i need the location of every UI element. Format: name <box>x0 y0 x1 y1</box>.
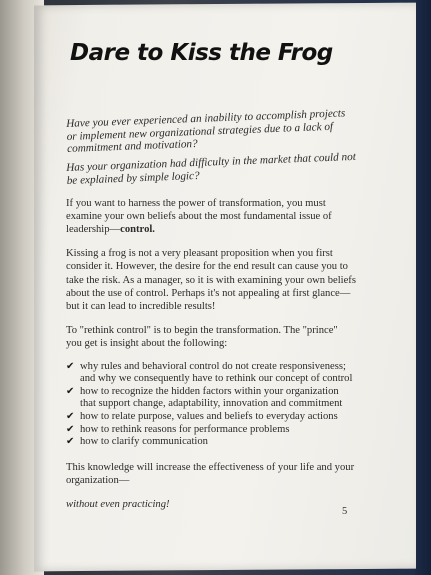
page-content <box>66 40 356 521</box>
checklist-item-text: how to rethink reasons for performance problems <box>80 423 290 435</box>
paragraph-kissing-frog: Kissing a frog is not a very pleasant proposition when you first consider it. However, the desire for the end result can cause you to take the risk. As a manager, so it is with examining your own beliefs about the use of control. Perhaps it's not appealing at first glance—but it can lead to incredible results! <box>66 247 356 313</box>
checklist-item <box>66 411 356 424</box>
checklist-item-text: why rules and behavioral control do not create responsiveness; and why we consequently have to rethink our concept of control <box>80 360 353 385</box>
paragraph-rethink-control: To "rethink control" is to begin the transformation. The "prince" you get is insight about the following: <box>66 324 338 350</box>
closing-italic: without even practicing! <box>66 498 170 510</box>
checklist-item <box>66 424 356 437</box>
checkmark-icon: ✔ <box>66 423 75 435</box>
checklist-item-text: how to clarify communication <box>80 436 208 448</box>
checklist-item-text: how to relate purpose, values and beliefs to everyday actions <box>80 410 338 422</box>
checklist-item <box>66 386 356 411</box>
checklist-item <box>66 361 356 386</box>
closing-paragraph: This knowledge will increase the effectiveness of your life and your organization— <box>66 461 355 487</box>
paragraph-control-text: If you want to harness the power of transformation, you must examine your own beliefs about the most fundamental issue of leadership— <box>66 197 332 236</box>
page-number: 5 <box>342 506 348 517</box>
page-title: Dare to Kiss the Frog <box>70 40 333 66</box>
checkmark-icon: ✔ <box>66 410 75 422</box>
checklist-item <box>66 436 356 449</box>
insight-checklist <box>66 361 356 449</box>
checkmark-icon: ✔ <box>66 436 75 448</box>
paragraph-control-bold: control. <box>120 224 155 236</box>
checklist-item-text: how to recognize the hidden factors within your organization that support change, adaptability, innovation and commitment <box>80 385 343 410</box>
question-commitment: Have you ever experienced an inability to accomplish projects or implement new organizational strategies due to a lack of commitment and motivation? <box>66 107 346 155</box>
checkmark-icon: ✔ <box>66 385 75 397</box>
paragraph-control <box>66 197 356 237</box>
book-cover-edge <box>415 0 431 575</box>
question-market: Has your organization had difficulty in the market that could not be explained by simple logic? <box>66 150 357 186</box>
checkmark-icon: ✔ <box>66 360 75 372</box>
